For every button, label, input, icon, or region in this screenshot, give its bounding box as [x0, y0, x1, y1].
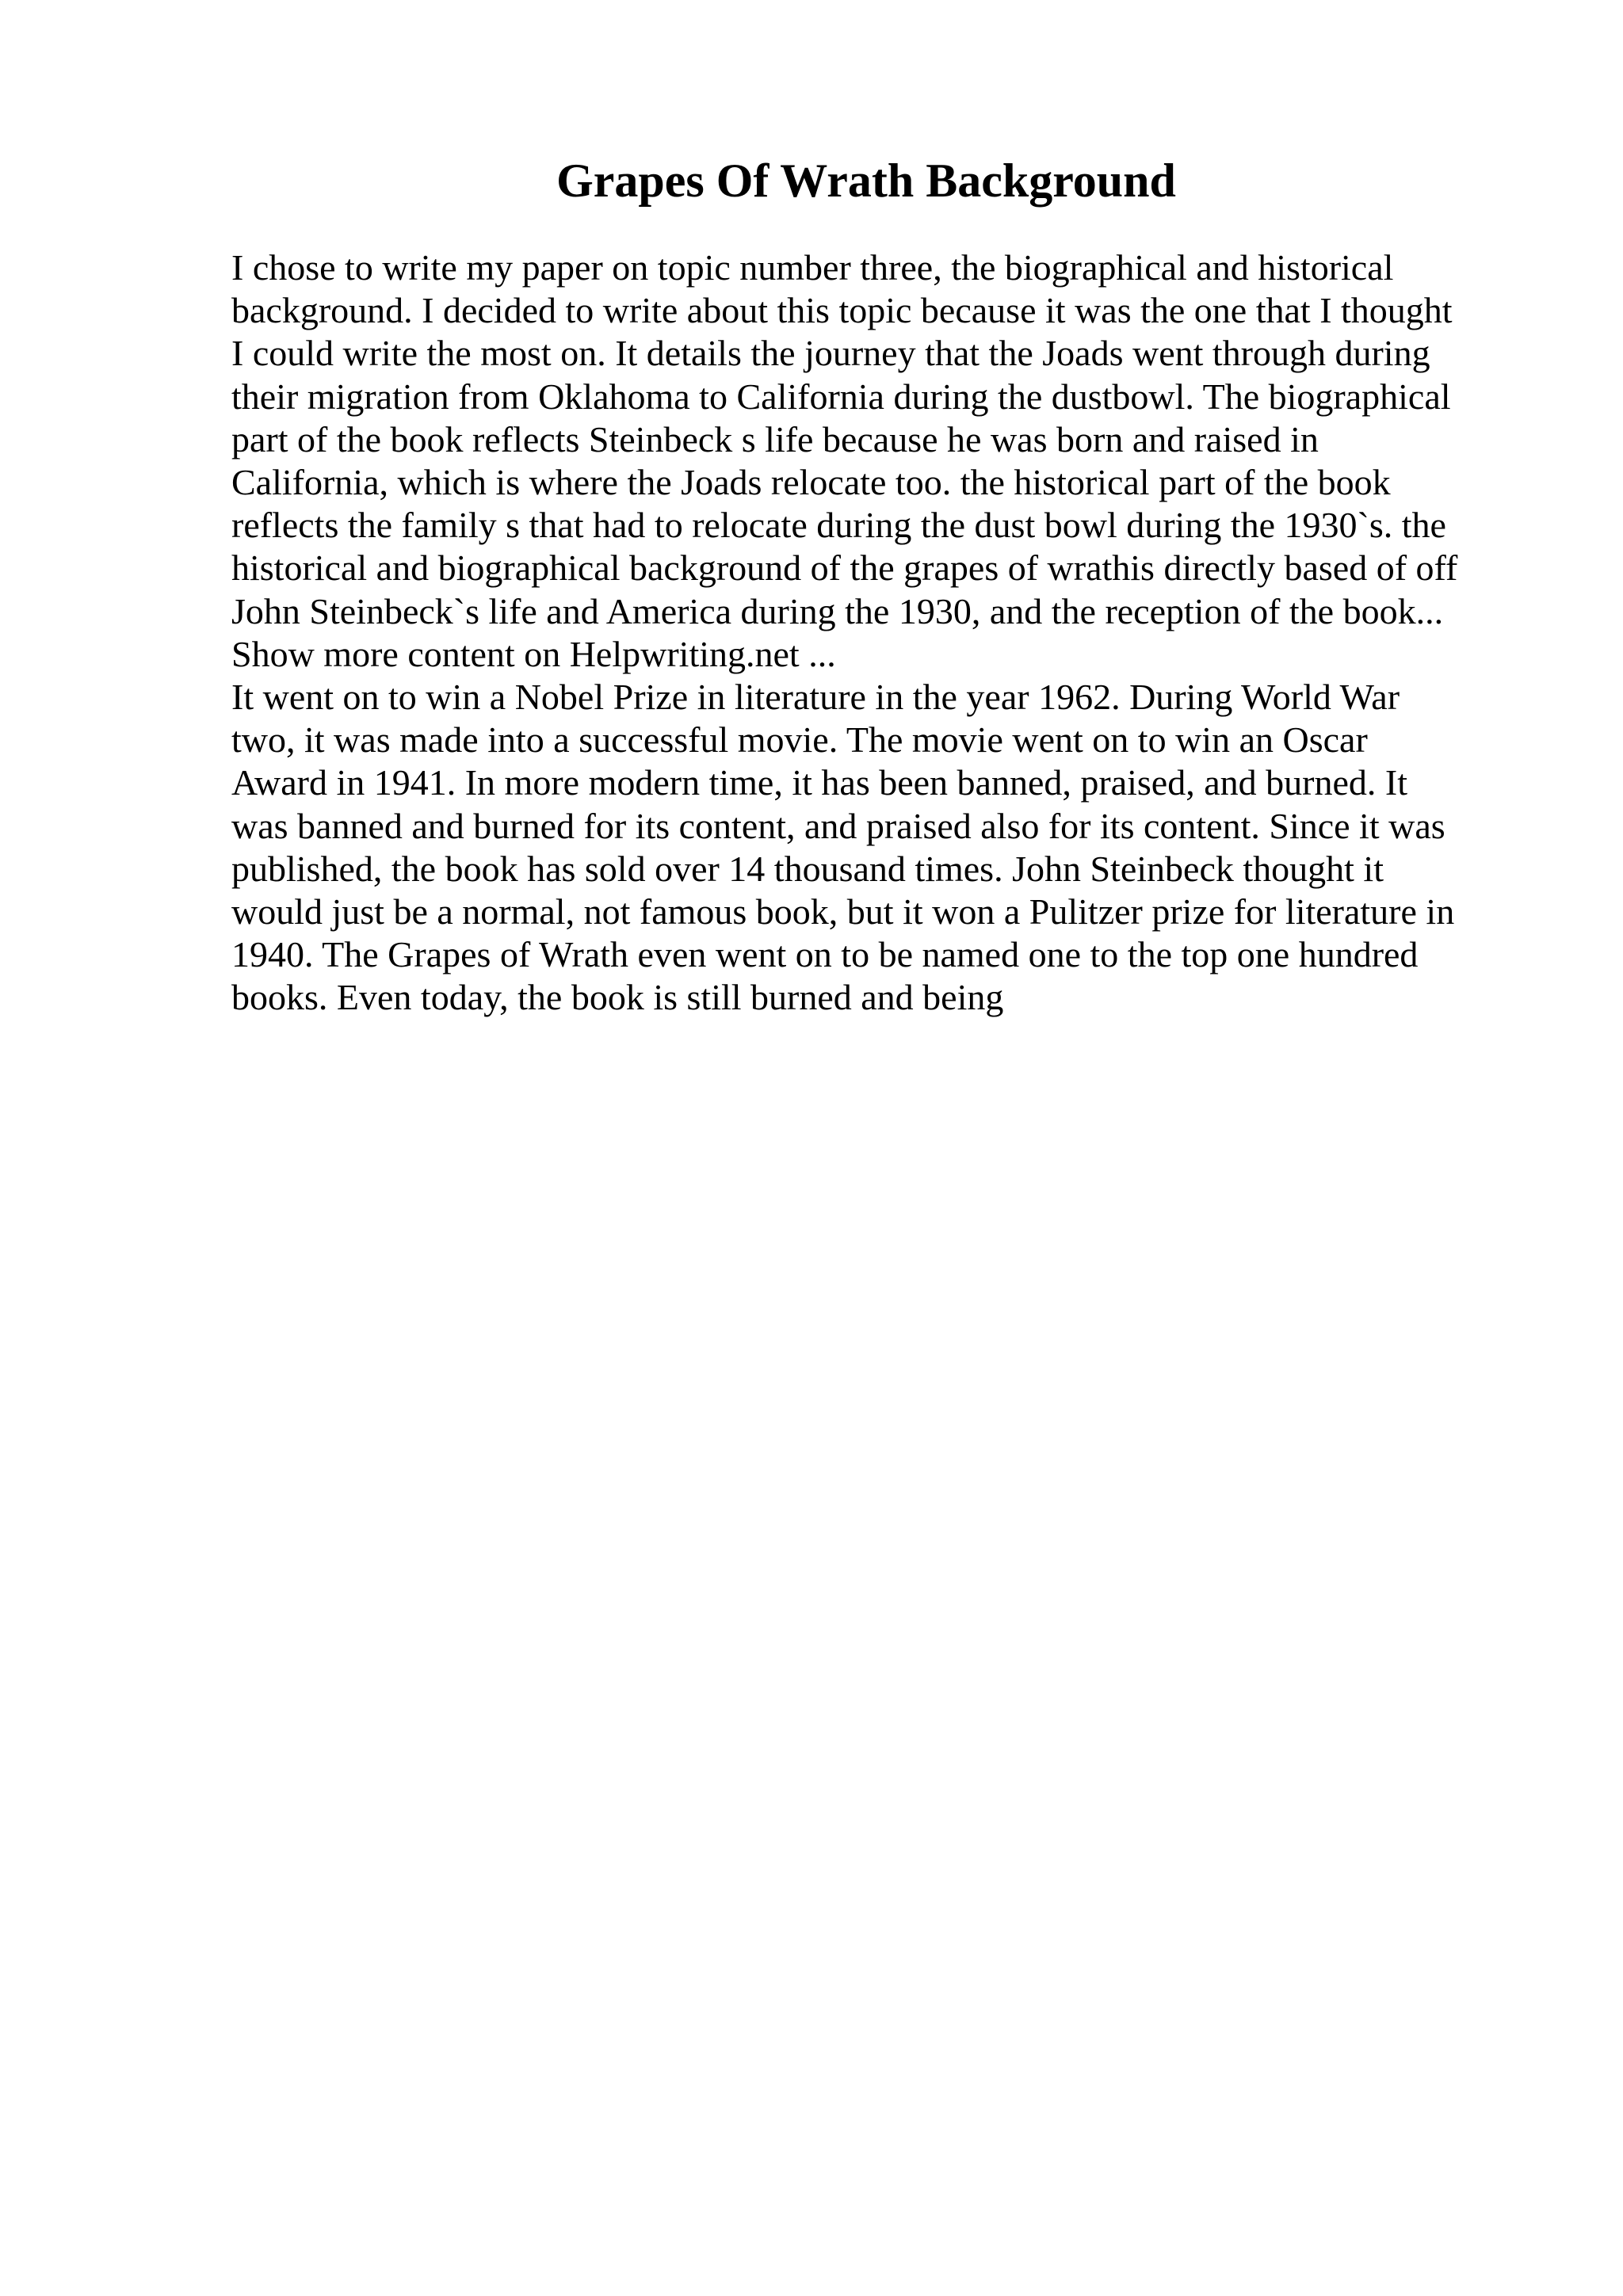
body-line: California, which is where the Joads relocate too. the historical part of the book	[231, 462, 1391, 503]
body-line: two, it was made into a successful movie. The movie went on to win an Oscar	[231, 719, 1368, 761]
body-line: was banned and burned for its content, and praised also for its content. Since it was	[231, 805, 1445, 846]
body-line: John Steinbeck`s life and America during the 1930, and the reception of the book...	[231, 590, 1444, 631]
body-line: Award in 1941. In more modern time, it has been banned, praised, and burned. It	[231, 762, 1407, 803]
body-line: reflects the family s that had to relocate during the dust bowl during the 1930`s. the	[231, 505, 1446, 546]
body-line: their migration from Oklahoma to California during the dustbowl. The biographical	[231, 376, 1451, 417]
body-line: books. Even today, the book is still burned and being	[231, 977, 1004, 1018]
body-line: I could write the most on. It details the journey that the Joads went through during	[231, 333, 1430, 374]
body-line: published, the book has sold over 14 thousand times. John Steinbeck thought it	[231, 848, 1384, 889]
body-line: part of the book reflects Steinbeck s life because he was born and raised in	[231, 418, 1319, 460]
body-line: It went on to win a Nobel Prize in literature in the year 1962. During World War	[231, 677, 1400, 718]
document-body	[231, 246, 1499, 1020]
body-line: 1940. The Grapes of Wrath even went on to be named one to the top one hundred	[231, 934, 1419, 975]
body-line: would just be a normal, not famous book, but it won a Pulitzer prize for literature in	[231, 891, 1455, 933]
body-line: I chose to write my paper on topic number three, the biographical and historical	[231, 247, 1394, 288]
document-title: Grapes Of Wrath Background	[556, 154, 1176, 207]
body-line: historical and biographical background of the grapes of wrathis directly based of off	[231, 547, 1458, 589]
show-more-link[interactable]: Show more content on Helpwriting.net ...	[231, 633, 836, 674]
body-line: background. I decided to write about this topic because it was the one that I thought	[231, 290, 1453, 331]
